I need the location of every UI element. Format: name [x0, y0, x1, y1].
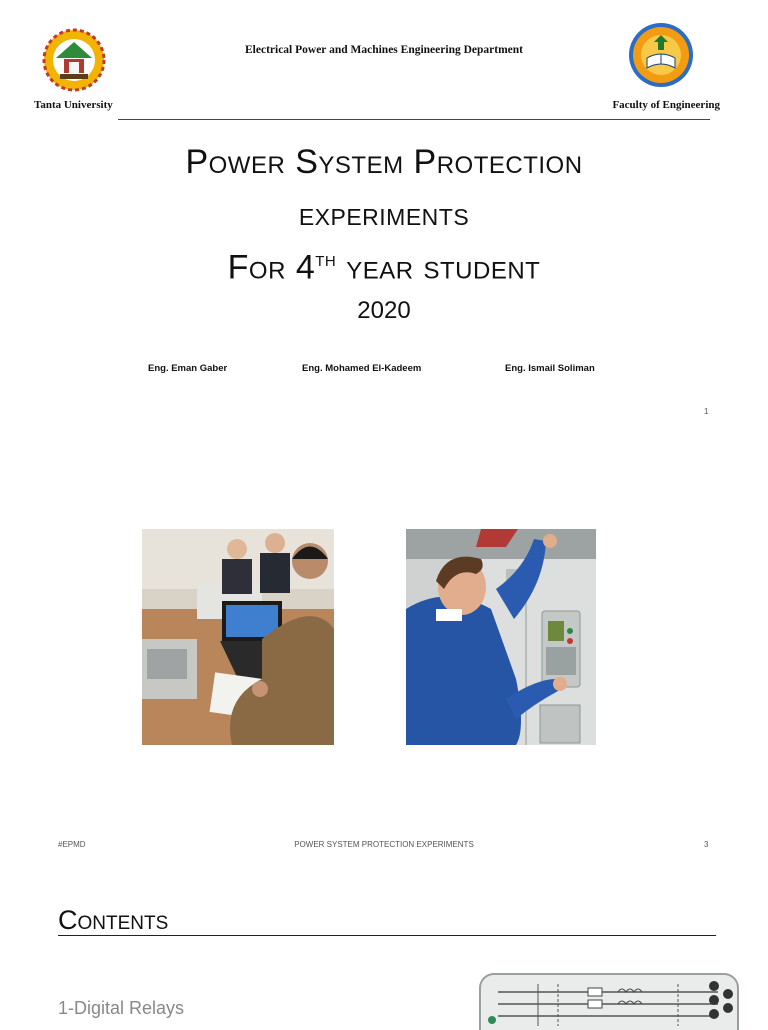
faculty-of-engineering-logo: [628, 22, 694, 88]
header-divider: [118, 119, 710, 120]
students-lab-photo: [142, 529, 334, 745]
engineer-name: Eng. Eman Gaber: [148, 363, 228, 374]
title-line-2: experiments: [298, 195, 470, 232]
engineer-relay-panel-photo: [406, 529, 596, 745]
university-name: Tanta University: [34, 99, 113, 111]
relay-training-board-image: [478, 970, 740, 1030]
tanta-university-logo: [42, 28, 106, 92]
title-ordinal-superscript: th: [315, 246, 337, 271]
toc-item: 1-Digital Relays: [58, 998, 185, 1018]
title-line-3-suffix: year student: [336, 248, 541, 287]
footer-left: #EPMD: [58, 840, 86, 849]
page-number: 1: [704, 407, 709, 416]
engineer-name: Eng. Ismail Soliman: [505, 363, 595, 374]
department-name: Electrical Power and Machines Engineering Department: [245, 44, 523, 56]
contents-heading: Contents: [58, 905, 169, 935]
title-year: 2020: [357, 297, 411, 324]
faculty-name: Faculty of Engineering: [612, 99, 720, 111]
title-line-3-prefix: For 4: [227, 248, 316, 287]
engineer-name: Eng. Mohamed El-Kadeem: [302, 363, 422, 374]
title-line-3: [0, 246, 768, 287]
footer-page-number: 3: [704, 840, 709, 849]
footer-center: POWER SYSTEM PROTECTION EXPERIMENTS: [294, 840, 474, 849]
title-line-1: Power System Protection: [185, 143, 583, 181]
contents-divider: [58, 935, 716, 936]
